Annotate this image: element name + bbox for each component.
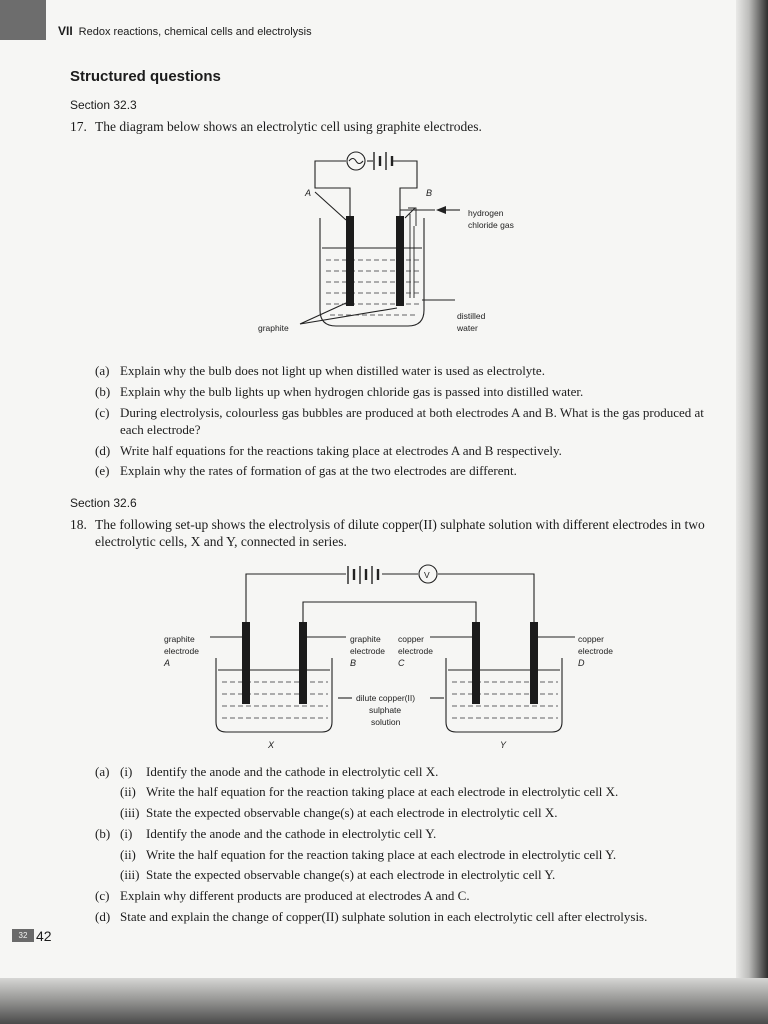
voltmeter-label: V xyxy=(424,570,430,580)
label-graphite: graphite xyxy=(258,323,289,333)
chapter-title: Redox reactions, chemical cells and electrolysis xyxy=(78,26,312,38)
electrode-B xyxy=(299,622,307,704)
electrode-C xyxy=(472,622,480,704)
question-intro: The following set-up shows the electrolysis of dilute copper(II) sulphate solution with different electrodes in two electrolytic cells, X and Y, connected in series. xyxy=(95,517,705,549)
label-B: B xyxy=(350,658,357,668)
label-C: C xyxy=(398,658,405,668)
question-number: 18. xyxy=(70,517,87,532)
label-solution-1: dilute copper(II) xyxy=(356,693,416,703)
chapter-corner-tab xyxy=(0,0,46,40)
label-electrode-C: electrode xyxy=(398,646,433,656)
diagram-series-cells-18 xyxy=(160,560,630,760)
label-hydrogen: hydrogen xyxy=(468,208,504,218)
page-title: Structured questions xyxy=(70,68,221,85)
question-intro: The diagram below shows an electrolytic cell using graphite electrodes. xyxy=(95,119,482,134)
label-cell-Y: Y xyxy=(500,740,507,750)
page-bottom-shadow xyxy=(0,978,768,1024)
section-label-17: Section 32.3 xyxy=(70,98,137,112)
label-distilled: distilled xyxy=(457,311,486,321)
label-cell-X: X xyxy=(268,740,275,750)
label-A: A xyxy=(164,658,171,668)
electrode-D xyxy=(530,622,538,704)
page-binding-shadow xyxy=(736,0,768,1024)
label-graphite-A: graphite xyxy=(164,634,195,644)
chapter-number: VII xyxy=(58,24,73,38)
label-electrode-D: electrode xyxy=(578,646,613,656)
running-header xyxy=(58,24,312,38)
label-electrode-A: electrode xyxy=(164,646,199,656)
question-number: 17. xyxy=(70,119,87,134)
label-electrode-B: electrode xyxy=(350,646,385,656)
label-copper-D: copper xyxy=(578,634,604,644)
gas-arrow-icon xyxy=(436,206,446,214)
chapter-number-box: 32 xyxy=(12,929,34,942)
label-graphite-B: graphite xyxy=(350,634,381,644)
electrode-A xyxy=(346,216,354,306)
electrode-A xyxy=(242,622,250,704)
label-copper-C: copper xyxy=(398,634,424,644)
page-number: 42 xyxy=(36,928,52,944)
label-D: D xyxy=(578,658,585,668)
label-solution-3: solution xyxy=(371,717,401,727)
label-A: A xyxy=(305,188,312,198)
electrode-B xyxy=(396,216,404,306)
diagram-electrolytic-cell-17 xyxy=(250,148,550,348)
label-B: B xyxy=(426,188,433,198)
label-water: water xyxy=(457,323,478,333)
label-solution-2: sulphate xyxy=(369,705,402,715)
label-chloride-gas: chloride gas xyxy=(468,220,514,230)
section-label-18: Section 32.6 xyxy=(70,496,137,510)
